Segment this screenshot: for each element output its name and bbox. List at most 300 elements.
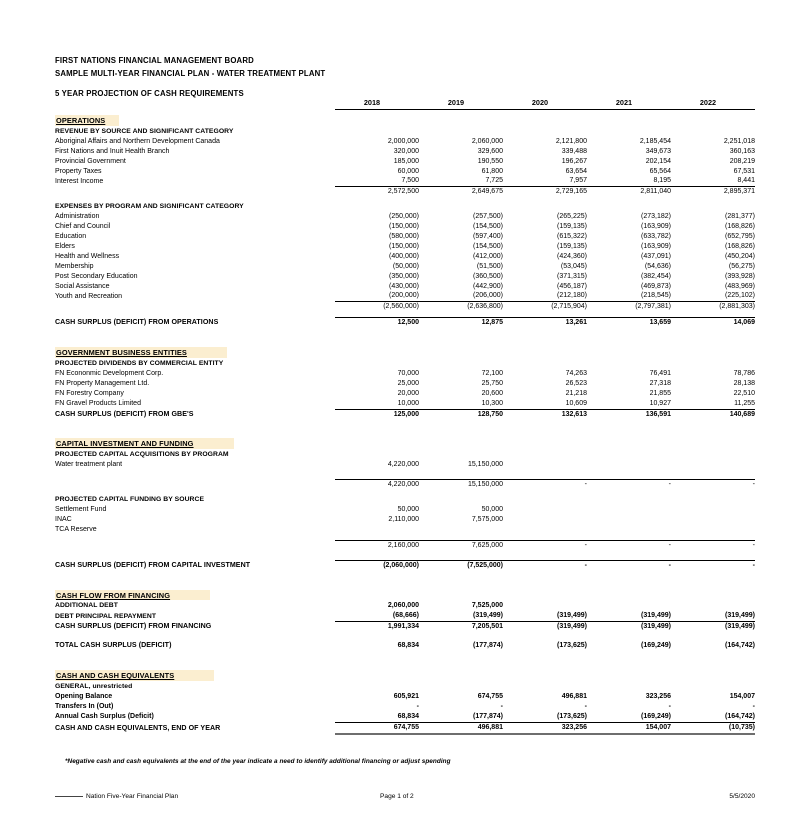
row-label: Aboriginal Affairs and Northern Development Canada <box>55 137 220 145</box>
spacer <box>55 651 755 665</box>
title-line-1: FIRST NATIONS FINANCIAL MANAGEMENT BOARD <box>55 56 254 65</box>
row-label: CASH AND CASH EQUIVALENTS, END OF YEAR <box>55 723 221 732</box>
row-value-2018: - <box>416 702 419 710</box>
row-label: Education <box>55 232 87 240</box>
row-value-2018: 70,000 <box>397 369 419 377</box>
row-value-2018: (68,666) <box>392 612 419 620</box>
expense-section-heading: EXPENSES BY PROGRAM AND SIGNIFICANT CATEGORY <box>55 203 244 211</box>
table-row <box>55 167 755 177</box>
row-value-2021: 323,256 <box>645 692 671 700</box>
general-unrestricted-head-row <box>55 682 755 692</box>
row-value-2020: (212,180) <box>557 292 587 300</box>
row-label: FN Gravel Products Limited <box>55 400 141 408</box>
row-value-2020: (53,045) <box>560 262 587 270</box>
total-value-2021: (169,249) <box>641 642 671 650</box>
row-value-2022: (281,377) <box>725 213 755 221</box>
row-label: Chief and Council <box>55 223 111 231</box>
total-value-2018: 4,220,000 <box>335 480 419 490</box>
row-value-2018: (350,000) <box>389 272 419 280</box>
column-header-2022: 2022 <box>671 95 755 110</box>
total-value-2018: 68,834 <box>397 642 419 650</box>
row-label: INAC <box>55 515 72 523</box>
row-value-2020 <box>503 515 587 525</box>
surplus-value-2019: 128,750 <box>419 409 503 419</box>
banner-spacer <box>335 115 755 127</box>
row-value-2018: 2,110,000 <box>388 515 419 523</box>
row-value-2019: 50,000 <box>481 506 503 513</box>
row-value-2022: (652,795) <box>725 232 755 240</box>
row-value-2020: (424,360) <box>557 252 587 260</box>
total-value-2019: 7,625,000 <box>419 540 503 550</box>
row-value-2018: 2,060,000 <box>387 602 419 610</box>
total-value-2022: (2,881,303) <box>671 302 755 312</box>
row-label <box>55 302 335 312</box>
row-value-2021: (163,909) <box>641 242 671 250</box>
row-value-2018: 7,500 <box>401 177 419 185</box>
spacer <box>55 571 755 585</box>
footer-left <box>55 793 178 800</box>
spacer <box>335 438 755 450</box>
capital-acq-total-row <box>55 480 755 490</box>
row-value-2022: (164,742) <box>725 712 755 720</box>
row-value-2018: 2,000,000 <box>387 137 419 145</box>
row-value-2020: (456,187) <box>557 282 587 290</box>
section-banner-financing-row <box>55 590 755 602</box>
total-value-2022: - <box>671 540 755 550</box>
row-label: Annual Cash Surplus (Deficit) <box>55 713 154 721</box>
footnote-text: *Negative cash and cash equivalents at the end of the year indicate a need to identify additional financing or adjust spending <box>65 758 451 765</box>
row-value-2022: 8,441 <box>737 177 755 185</box>
row-value-2018 <box>335 525 419 535</box>
spacer <box>335 127 755 137</box>
row-value-2021: 27,318 <box>649 379 671 387</box>
total-value-2021: - <box>587 540 671 550</box>
row-label: Post Secondary Education <box>55 272 138 280</box>
table-row <box>55 692 755 702</box>
row-label: CASH SURPLUS (DEFICIT) FROM OPERATIONS <box>55 318 219 327</box>
footer-left-text: Nation Five-Year Financial Plan <box>86 793 179 800</box>
row-label: DEBT PRINCIPAL REPAYMENT <box>55 612 157 620</box>
row-label: FN Econonmic Development Corp. <box>55 369 164 377</box>
row-value-2019: (206,000) <box>473 292 503 300</box>
table-row <box>55 272 755 282</box>
row-value-2018: 20,000 <box>397 389 419 397</box>
row-value-2020 <box>503 505 587 515</box>
row-value-2018: 25,000 <box>397 379 419 387</box>
row-value-2018: (150,000) <box>389 223 419 231</box>
surplus-value-2019: 7,205,501 <box>419 622 503 632</box>
total-value-2019: 15,150,000 <box>419 480 503 490</box>
row-value-2022 <box>671 505 755 515</box>
cash-surplus-financing-row <box>55 622 755 632</box>
row-value-2021: (437,091) <box>641 252 671 260</box>
row-value-2020: 2,121,800 <box>555 137 587 145</box>
section-capital-cell <box>55 438 335 450</box>
row-value-2020: - <box>584 702 587 710</box>
table-row <box>55 147 755 157</box>
table-row <box>55 515 755 525</box>
column-header-2018: 2018 <box>335 95 419 110</box>
row-value-2021 <box>587 460 671 470</box>
row-label: FN Property Management Ltd. <box>55 379 150 387</box>
row-value-2018: 4,220,000 <box>387 461 419 469</box>
row-value-2020: (159,135) <box>557 223 587 231</box>
row-label: Interest Income <box>55 177 104 185</box>
row-value-2021: 65,564 <box>649 167 671 175</box>
row-label: Health and Wellness <box>55 252 120 260</box>
end-of-year-value-2022: (10,735) <box>671 722 755 733</box>
table-row <box>55 601 755 611</box>
capital-fund-head-row <box>55 495 755 505</box>
surplus-value-2018: 125,000 <box>335 409 419 419</box>
section-banner-capital-row <box>55 438 755 450</box>
row-label: CASH SURPLUS (DEFICIT) FROM FINANCING <box>55 622 212 631</box>
surplus-value-2022: - <box>671 560 755 570</box>
row-value-2020: (371,315) <box>557 272 587 280</box>
row-value-2019: 7,525,000 <box>471 602 503 610</box>
row-value-2022 <box>671 460 755 470</box>
spacer <box>335 670 755 682</box>
row-label: TCA Reserve <box>55 525 97 533</box>
row-value-2022: 67,531 <box>733 167 755 175</box>
section-gbe-cell <box>55 347 335 359</box>
row-value-2019: 329,600 <box>477 147 503 155</box>
section-banner-operations-row <box>55 115 755 127</box>
row-value-2018: 68,834 <box>397 712 419 720</box>
row-value-2019: 7,725 <box>485 177 503 185</box>
row-value-2019: (154,500) <box>473 223 503 231</box>
row-value-2018: (400,000) <box>389 252 419 260</box>
footer-page-number: Page 1 of 2 <box>380 793 414 800</box>
row-value-2018: 605,921 <box>393 692 419 700</box>
row-value-2020 <box>503 601 587 611</box>
table-row <box>55 262 755 272</box>
total-value-2021: - <box>587 480 671 490</box>
table-header-row <box>55 95 755 110</box>
row-value-2021 <box>587 515 671 525</box>
row-label: CASH SURPLUS (DEFICIT) FROM CAPITAL INVESTMENT <box>55 560 251 569</box>
total-value-2022: (164,742) <box>725 642 755 650</box>
capital-acquisitions-heading: PROJECTED CAPITAL ACQUISITIONS BY PROGRAM <box>55 451 229 459</box>
gbe-section-heading: PROJECTED DIVIDENDS BY COMMERCIAL ENTITY <box>55 360 224 368</box>
row-value-2019: 25,750 <box>481 379 503 387</box>
surplus-value-2021: (319,499) <box>587 622 671 632</box>
spacer <box>55 470 755 480</box>
row-label: Administration <box>55 213 100 221</box>
revenue-total-row <box>55 187 755 197</box>
row-value-2019: 2,060,000 <box>471 137 503 145</box>
table-row <box>55 176 755 186</box>
spacer <box>55 419 755 433</box>
table-row <box>55 222 755 232</box>
table-row <box>55 611 755 621</box>
row-value-2022: - <box>752 702 755 710</box>
row-value-2020: 7,957 <box>569 177 587 185</box>
table-row <box>55 712 755 722</box>
row-value-2021: (469,873) <box>641 282 671 290</box>
row-value-2020: 10,609 <box>565 399 587 407</box>
row-value-2019: 7,575,000 <box>471 515 503 523</box>
cash-equivalents-end-of-year-row <box>55 722 755 733</box>
row-label: Transfers In (Out) <box>55 702 114 710</box>
end-of-year-value-2020: 323,256 <box>503 722 587 733</box>
total-value-2019: (177,874) <box>473 642 503 650</box>
row-value-2021: 8,195 <box>653 177 671 185</box>
section-banner-cash-equivalents-row <box>55 670 755 682</box>
row-value-2020: 26,523 <box>565 379 587 387</box>
row-value-2020: 339,488 <box>561 147 587 155</box>
total-value-2022: - <box>671 480 755 490</box>
total-value-2020: (173,625) <box>557 642 587 650</box>
row-value-2020: 21,218 <box>565 389 587 397</box>
row-value-2019: 190,550 <box>477 157 503 165</box>
capital-funding-heading: PROJECTED CAPITAL FUNDING BY SOURCE <box>55 496 205 504</box>
spacer <box>335 202 755 212</box>
total-cash-surplus-row <box>55 641 755 651</box>
surplus-value-2020: - <box>503 560 587 570</box>
row-label: FN Forestry Company <box>55 389 124 397</box>
table-row <box>55 137 755 147</box>
section-banner-operations: OPERATIONS <box>55 115 119 126</box>
spacer <box>335 590 755 602</box>
surplus-value-2021: - <box>587 560 671 570</box>
row-value-2022: (56,275) <box>728 262 755 270</box>
row-label: Provincial Government <box>55 157 126 165</box>
row-value-2019: (597,400) <box>473 232 503 240</box>
section-cash-equivalents-cell <box>55 670 335 682</box>
row-value-2019: (319,499) <box>473 612 503 620</box>
section-banner-cash-and-cash-equivalents: CASH AND CASH EQUIVALENTS <box>55 670 214 681</box>
row-value-2022: (168,826) <box>725 223 755 231</box>
spacer <box>55 551 755 561</box>
row-value-2022: 28,138 <box>733 379 755 387</box>
table-row <box>55 282 755 292</box>
surplus-value-2021: 136,591 <box>587 409 671 419</box>
surplus-value-2022: (319,499) <box>671 622 755 632</box>
total-value-2020: - <box>503 480 587 490</box>
spacer <box>335 682 755 692</box>
total-value-2018: 2,160,000 <box>335 540 419 550</box>
column-header-2019: 2019 <box>419 95 503 110</box>
row-value-2019: (412,000) <box>473 252 503 260</box>
row-value-2021: 21,855 <box>649 389 671 397</box>
row-value-2022 <box>671 525 755 535</box>
table-row <box>55 505 755 515</box>
table-row <box>55 252 755 262</box>
column-header-2020: 2020 <box>503 95 587 110</box>
row-value-2018: 60,000 <box>397 167 419 175</box>
row-label: Membership <box>55 262 94 270</box>
row-value-2021: (163,909) <box>641 223 671 231</box>
row-value-2020: 63,654 <box>565 167 587 175</box>
total-value-2020: - <box>503 540 587 550</box>
document-subtitle: 5 YEAR PROJECTION OF CASH REQUIREMENTS <box>55 89 244 98</box>
row-value-2019: - <box>500 702 503 710</box>
row-value-2019: 15,150,000 <box>467 461 503 469</box>
table-row <box>55 460 755 470</box>
row-value-2022: 22,510 <box>733 389 755 397</box>
row-value-2019: (442,900) <box>473 282 503 290</box>
row-value-2022: (225,102) <box>725 292 755 300</box>
surplus-value-2020: 13,261 <box>503 318 587 328</box>
row-value-2022: 208,219 <box>729 157 755 165</box>
row-value-2022: (393,928) <box>725 272 755 280</box>
spacer <box>335 347 755 359</box>
document-title-block <box>55 55 325 98</box>
cash-requirements-table <box>55 95 755 735</box>
surplus-value-2022: 140,689 <box>671 409 755 419</box>
total-value-2020: 2,729,165 <box>503 187 587 197</box>
section-banner-capital-investment-and-funding: CAPITAL INVESTMENT AND FUNDING <box>55 438 234 449</box>
row-label <box>55 187 335 197</box>
row-label: CASH SURPLUS (DEFICIT) FROM GBE'S <box>55 409 194 418</box>
surplus-value-2019: (7,525,000) <box>419 560 503 570</box>
end-of-year-value-2018: 674,755 <box>335 722 419 733</box>
row-value-2019: (177,874) <box>473 712 503 720</box>
row-value-2021: - <box>668 702 671 710</box>
table-row <box>55 291 755 301</box>
row-value-2019: 20,600 <box>481 389 503 397</box>
column-header-2021: 2021 <box>587 95 671 110</box>
surplus-value-2020: (319,499) <box>503 622 587 632</box>
table-row <box>55 232 755 242</box>
row-value-2019: (154,500) <box>473 242 503 250</box>
spacer <box>335 450 755 460</box>
row-value-2021 <box>587 505 671 515</box>
row-value-2020 <box>503 460 587 470</box>
cash-surplus-gbe-row <box>55 409 755 419</box>
row-value-2018: (150,000) <box>389 242 419 250</box>
surplus-value-2019: 12,875 <box>419 318 503 328</box>
section-banner-gbe-row <box>55 347 755 359</box>
row-label: Settlement Fund <box>55 506 107 513</box>
capital-fund-total-row <box>55 540 755 550</box>
spacer <box>335 495 755 505</box>
row-value-2021: (169,249) <box>641 712 671 720</box>
row-value-2021: (633,782) <box>641 232 671 240</box>
row-label: TOTAL CASH SURPLUS (DEFICIT) <box>55 641 172 650</box>
row-value-2022: (483,969) <box>725 282 755 290</box>
row-value-2022: 11,255 <box>734 399 755 407</box>
table-row <box>55 702 755 712</box>
surplus-value-2021: 13,659 <box>587 318 671 328</box>
total-value-2019: (2,636,800) <box>419 302 503 312</box>
footer-blank-line <box>55 796 83 797</box>
row-value-2018: 320,000 <box>393 147 419 155</box>
row-value-2021: 10,927 <box>649 399 671 407</box>
row-value-2021 <box>587 525 671 535</box>
row-value-2019 <box>419 525 503 535</box>
table-row <box>55 399 755 409</box>
surplus-value-2020: 132,613 <box>503 409 587 419</box>
total-value-2018: 2,572,500 <box>335 187 419 197</box>
section-banner-government-business-entities: GOVERNMENT BUSINESS ENTITIES <box>55 347 227 358</box>
row-value-2021: (319,499) <box>641 612 671 620</box>
row-value-2022: 2,251,018 <box>723 137 755 145</box>
row-value-2019: (257,500) <box>473 213 503 221</box>
header-spacer <box>55 95 335 110</box>
table-row <box>55 212 755 222</box>
row-value-2018: 185,000 <box>393 157 419 165</box>
row-value-2018: 10,000 <box>397 399 419 407</box>
section-banner-cash-flow-from-financing: CASH FLOW FROM FINANCING <box>55 590 210 601</box>
surplus-value-2018: (2,060,000) <box>335 560 419 570</box>
row-value-2022 <box>671 515 755 525</box>
row-value-2021: 2,185,454 <box>639 137 671 145</box>
total-value-2021: 2,811,040 <box>587 187 671 197</box>
row-value-2021: 76,491 <box>649 369 671 377</box>
spacer <box>335 359 755 369</box>
row-label: Elders <box>55 242 75 250</box>
row-value-2018: (430,000) <box>389 282 419 290</box>
title-line-2: SAMPLE MULTI-YEAR FINANCIAL PLAN - WATER TREATMENT PLANT <box>55 68 326 78</box>
row-value-2021: (382,454) <box>641 272 671 280</box>
gbe-head-row <box>55 359 755 369</box>
row-label: Water treatment plant <box>55 461 123 469</box>
spacer <box>55 328 755 342</box>
row-value-2018: (50,000) <box>392 262 419 270</box>
row-value-2020 <box>503 525 587 535</box>
row-value-2020: (173,625) <box>557 712 587 720</box>
cash-surplus-capital-row <box>55 560 755 570</box>
row-value-2018: 50,000 <box>397 506 419 513</box>
row-value-2020: 196,267 <box>561 157 587 165</box>
row-label <box>55 480 335 490</box>
capital-acq-head-row <box>55 450 755 460</box>
row-value-2022: 78,786 <box>733 369 755 377</box>
row-value-2019: 674,755 <box>477 692 503 700</box>
total-value-2019: 2,649,675 <box>419 187 503 197</box>
surplus-value-2022: 14,069 <box>671 318 755 328</box>
table-row <box>55 369 755 379</box>
row-label: First Nations and Inuit Health Branch <box>55 147 170 155</box>
surplus-value-2018: 12,500 <box>335 318 419 328</box>
row-label: Youth and Recreation <box>55 292 123 300</box>
expense-head-row <box>55 202 755 212</box>
row-value-2021: 202,154 <box>645 157 671 165</box>
table-row <box>55 525 755 535</box>
total-value-2018: (2,560,000) <box>335 302 419 312</box>
revenue-head-row <box>55 127 755 137</box>
row-value-2022: (450,204) <box>725 252 755 260</box>
row-value-2019: (360,500) <box>473 272 503 280</box>
row-value-2020: (615,322) <box>557 232 587 240</box>
surplus-value-2018: 1,991,334 <box>335 622 419 632</box>
revenue-section-heading: REVENUE BY SOURCE AND SIGNIFICANT CATEGORY <box>55 127 234 135</box>
row-value-2019: 72,100 <box>481 369 503 377</box>
row-value-2022 <box>671 601 755 611</box>
table-row <box>55 379 755 389</box>
table-row <box>55 389 755 399</box>
row-value-2018: (580,000) <box>389 232 419 240</box>
table-row <box>55 157 755 167</box>
section-financing-cell <box>55 590 335 602</box>
row-value-2019: 61,800 <box>481 167 503 175</box>
row-value-2022: 154,007 <box>729 692 755 700</box>
general-unrestricted-heading: GENERAL, unrestricted <box>55 682 133 690</box>
row-value-2020: (159,135) <box>557 242 587 250</box>
row-label: ADDITIONAL DEBT <box>55 602 118 610</box>
row-value-2020: (265,225) <box>557 213 587 221</box>
row-value-2021: (218,545) <box>641 292 671 300</box>
row-value-2019: 10,300 <box>481 399 503 407</box>
spacer <box>55 632 755 641</box>
end-of-year-value-2019: 496,881 <box>419 722 503 733</box>
table-row <box>55 242 755 252</box>
row-value-2020: (319,499) <box>557 612 587 620</box>
row-value-2018: (200,000) <box>389 292 419 300</box>
total-value-2020: (2,715,904) <box>503 302 587 312</box>
